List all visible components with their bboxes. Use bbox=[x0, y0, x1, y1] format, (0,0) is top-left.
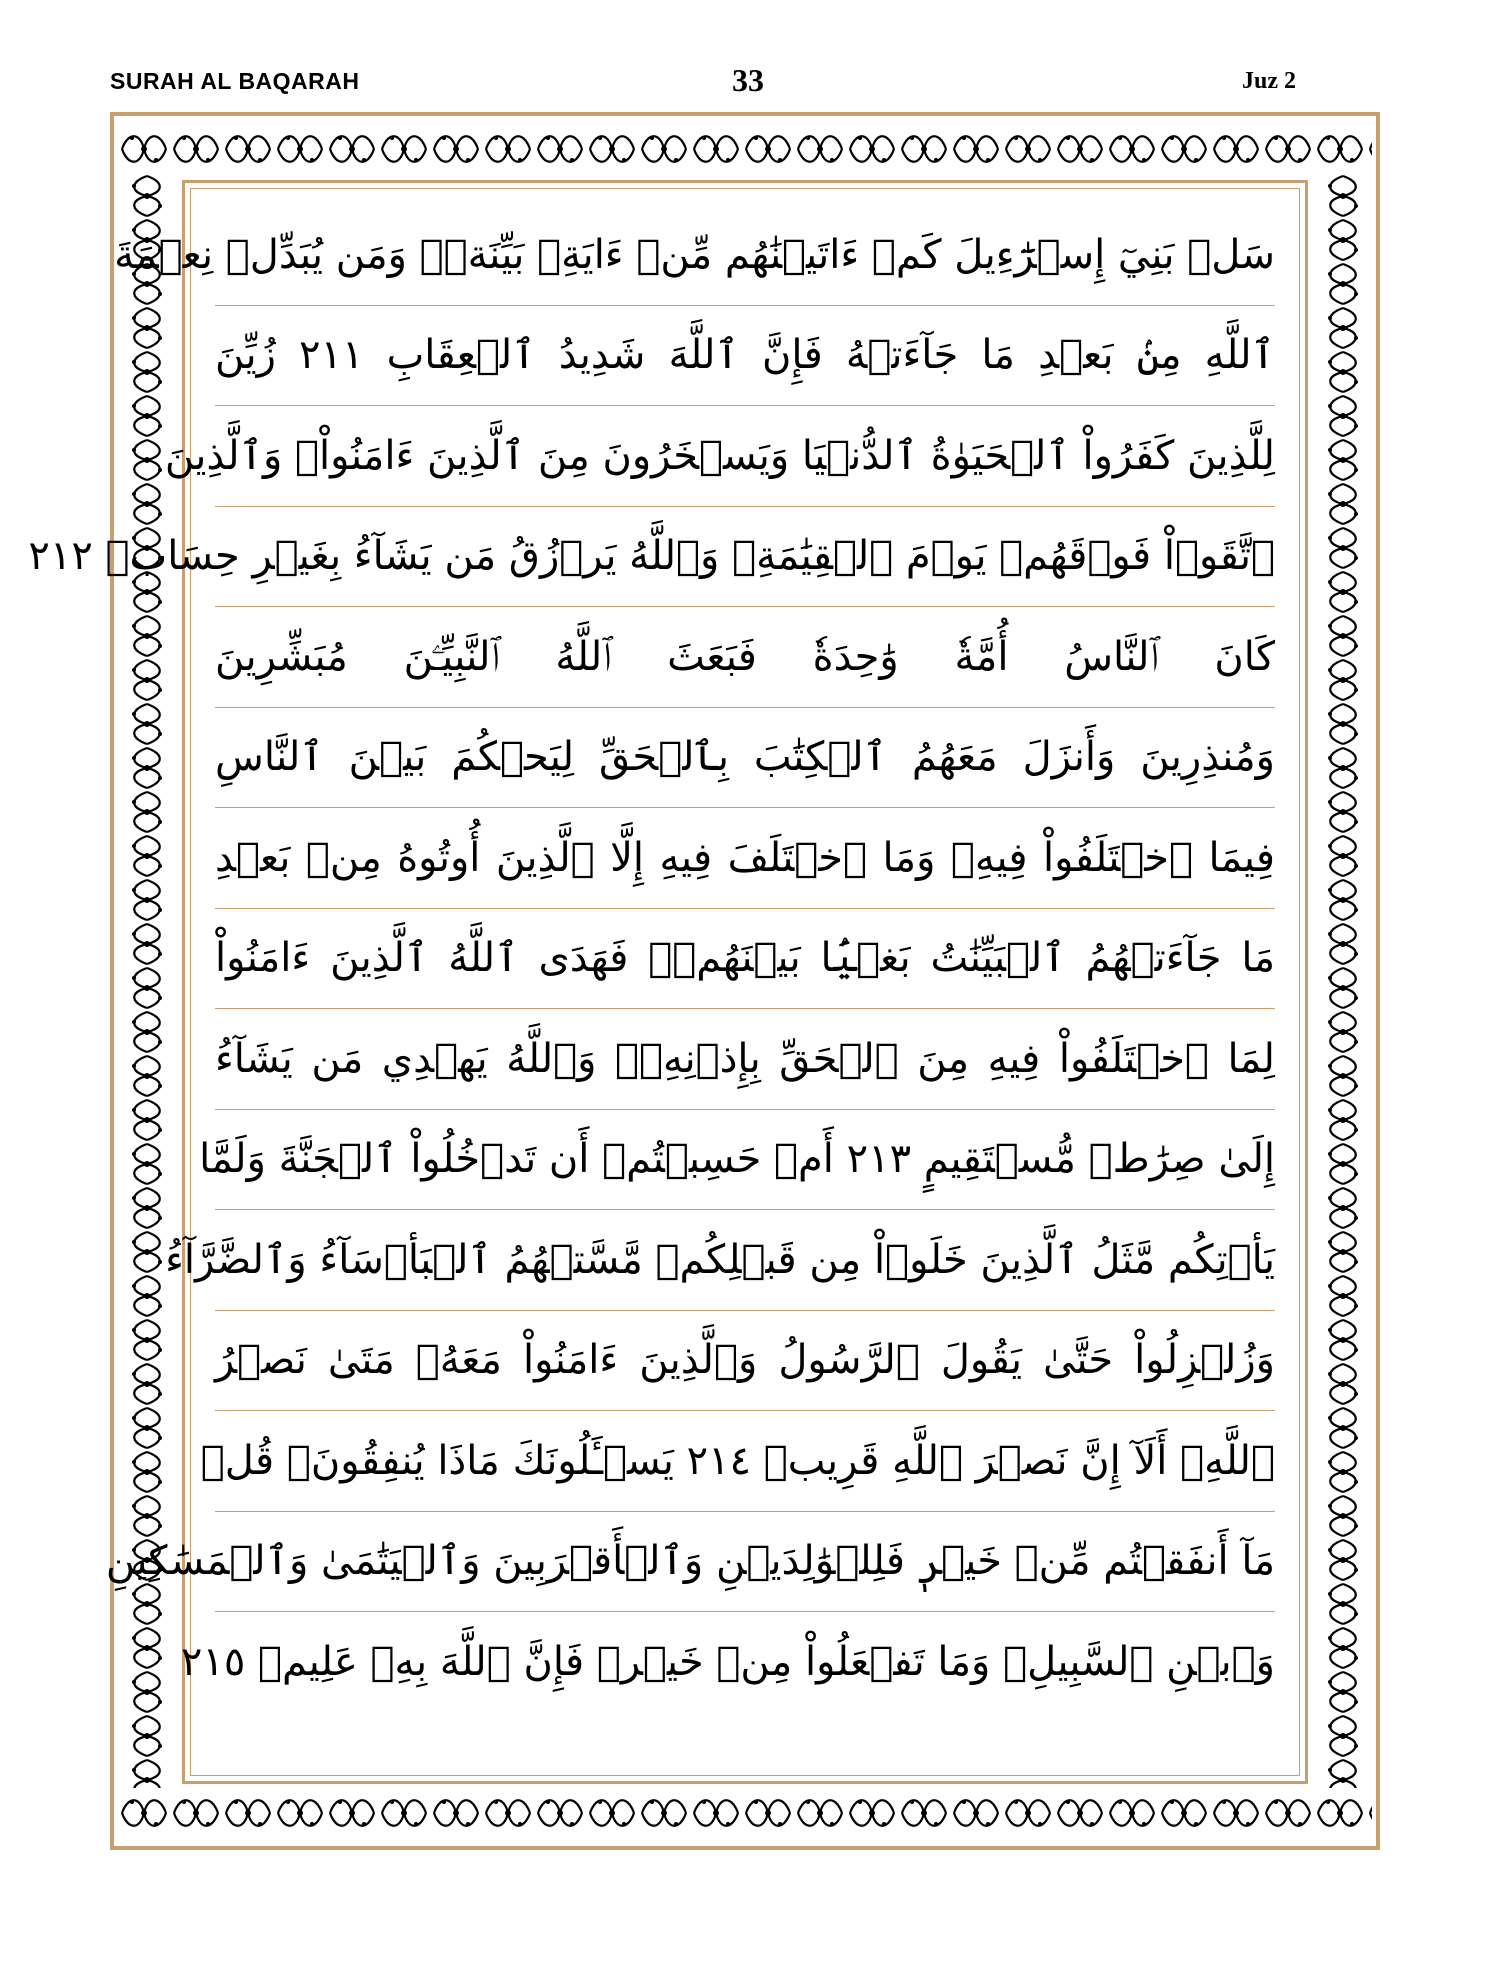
right-ornament-pattern bbox=[1314, 174, 1372, 1788]
bottom-ornament-pattern bbox=[118, 1784, 1372, 1842]
text-line bbox=[215, 607, 1275, 708]
top-ornament-border bbox=[118, 120, 1372, 178]
line-text: وَزُلۡزِلُواْ حَتَّىٰ يَقُولَ ٱلرَّسُولُ وَٱلَّذِينَ ءَامَنُواْ مَعَهُۥ مَتَىٰ نَصۡرُ bbox=[215, 1337, 1275, 1384]
text-line bbox=[180, 1612, 1275, 1713]
text-line bbox=[114, 205, 1275, 306]
line-text: كَانَ ٱلنَّاسُ أُمَّةٗ وَٰحِدَةٗ فَبَعَثَ ٱللَّهُ ٱلنَّبِيِّـۧنَ مُبَشِّرِينَ bbox=[215, 633, 1275, 680]
line-text: إِلَىٰ صِرَٰطٖ مُّسۡتَقِيمٍ ٢١٣ أَمۡ حَسِبۡتُمۡ أَن تَدۡخُلُواْ ٱلۡجَنَّةَ وَلَمَّا bbox=[199, 1136, 1275, 1183]
text-line bbox=[200, 1411, 1275, 1512]
text-line bbox=[215, 306, 1275, 407]
line-text: لِمَا ٱخۡتَلَفُواْ فِيهِ مِنَ ٱلۡحَقِّ بِإِذۡنِهِۦۗ وَٱللَّهُ يَهۡدِي مَن يَشَآءُ bbox=[215, 1035, 1275, 1082]
text-line bbox=[199, 1110, 1275, 1211]
line-text: لِلَّذِينَ كَفَرُواْ ٱلۡحَيَوٰةُ ٱلدُّنۡيَا وَيَسۡخَرُونَ مِنَ ٱلَّذِينَ ءَامَنُواْۘ وَٱلَّذِينَ bbox=[164, 432, 1275, 479]
line-text: وَٱبۡنِ ٱلسَّبِيلِۗ وَمَا تَفۡعَلُواْ مِنۡ خَيۡرٖ فَإِنَّ ٱللَّهَ بِهِۦ عَلِيمٞ ٢١٥ bbox=[180, 1639, 1275, 1686]
top-ornament-pattern bbox=[118, 120, 1372, 178]
line-text: يَأۡتِكُم مَّثَلُ ٱلَّذِينَ خَلَوۡاْ مِن قَبۡلِكُمۖ مَّسَّتۡهُمُ ٱلۡبَأۡسَآءُ وَٱلضَّرَّآءُ bbox=[165, 1236, 1275, 1283]
text-line bbox=[215, 708, 1275, 809]
text-line bbox=[215, 808, 1275, 909]
right-ornament-border bbox=[1314, 174, 1372, 1788]
line-text: ٱتَّقَوۡاْ فَوۡقَهُمۡ يَوۡمَ ٱلۡقِيَٰمَةِۗ وَٱللَّهُ يَرۡزُقُ مَن يَشَآءُ بِغَيۡرِ حِسَابٖ ٢١٢ bbox=[28, 533, 1275, 580]
text-line bbox=[215, 1009, 1275, 1110]
bottom-ornament-border bbox=[118, 1784, 1372, 1842]
line-text: وَمُنذِرِينَ وَأَنزَلَ مَعَهُمُ ٱلۡكِتَٰبَ بِٱلۡحَقِّ لِيَحۡكُمَ بَيۡنَ ٱلنَّاسِ bbox=[215, 734, 1275, 781]
line-text: مَآ أَنفَقۡتُم مِّنۡ خَيۡرٖ فَلِلۡوَٰلِدَيۡنِ وَٱلۡأَقۡرَبِينَ وَٱلۡيَتَٰمَىٰ وَٱلۡمَسَٰكِينِ bbox=[105, 1538, 1275, 1585]
text-line bbox=[105, 1512, 1275, 1613]
surah-title: SURAH AL BAQARAH bbox=[110, 68, 360, 94]
text-line bbox=[165, 1210, 1275, 1311]
text-line bbox=[28, 507, 1275, 608]
line-text: ٱللَّهِۗ أَلَآ إِنَّ نَصۡرَ ٱللَّهِ قَرِيبٞ ٢١٤ يَسۡـَٔلُونَكَ مَاذَا يُنفِقُونَۖ قُلۡ bbox=[200, 1437, 1275, 1484]
text-line bbox=[215, 909, 1275, 1010]
page-border-frame bbox=[28, 112, 1380, 1850]
text-line bbox=[215, 1311, 1275, 1412]
text-frame bbox=[28, 180, 1308, 1784]
text-line bbox=[164, 406, 1275, 507]
line-text: ٱللَّهِ مِنۢ بَعۡدِ مَا جَآءَتۡهُ فَإِنَّ ٱللَّهَ شَدِيدُ ٱلۡعِقَابِ ٢١١ زُيِّنَ bbox=[215, 332, 1275, 379]
page-number: 33 bbox=[732, 62, 764, 98]
line-text: سَلۡ بَنِيٓ إِسۡرَٰٓءِيلَ كَمۡ ءَاتَيۡنَٰهُم مِّنۡ ءَايَةِۭ بَيِّنَةٖۗ وَمَن يُبَدِّلۡ نِعۡمَةَ bbox=[114, 231, 1275, 278]
line-text: فِيمَا ٱخۡتَلَفُواْ فِيهِۚ وَمَا ٱخۡتَلَفَ فِيهِ إِلَّا ٱلَّذِينَ أُوتُوهُ مِنۢ بَعۡدِ bbox=[215, 834, 1275, 881]
juz-label: Juz 2 bbox=[1242, 68, 1296, 94]
verse-text-block bbox=[28, 205, 1275, 1713]
line-text: مَا جَآءَتۡهُمُ ٱلۡبَيِّنَٰتُ بَغۡيَۢا بَيۡنَهُمۡۖ فَهَدَى ٱللَّهُ ٱلَّذِينَ ءَامَنُواْ bbox=[215, 935, 1275, 982]
